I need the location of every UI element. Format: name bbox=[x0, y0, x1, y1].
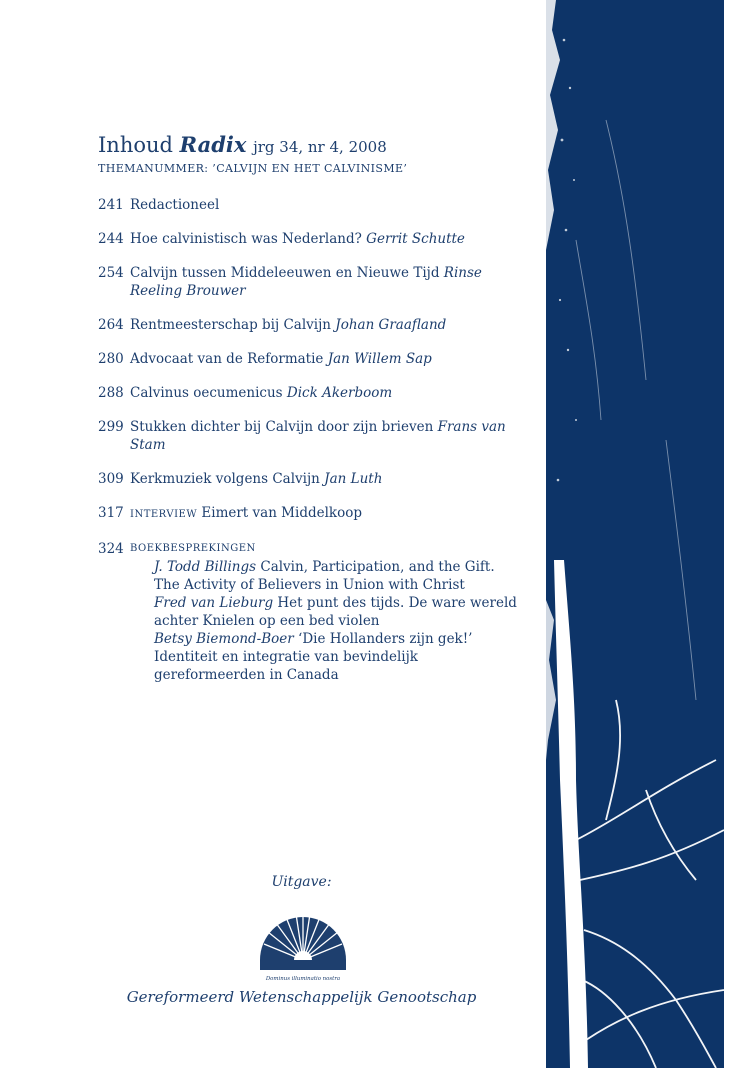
journal-name: Radix bbox=[179, 132, 247, 157]
toc-item[interactable] bbox=[98, 470, 518, 488]
article-author: Jan Luth bbox=[324, 471, 383, 487]
table-of-contents bbox=[98, 196, 518, 700]
review-entry bbox=[154, 630, 518, 684]
review-title: Het punt des tijds. De ware wereld achter Knielen op een bed violen bbox=[154, 595, 517, 629]
toc-item[interactable] bbox=[98, 316, 518, 334]
article-title: Redactioneel bbox=[130, 197, 220, 213]
article-title: Stukken dichter bij Calvijn door zijn brieven bbox=[130, 419, 434, 435]
toc-item[interactable] bbox=[98, 264, 518, 300]
article-author: Frans van Stam bbox=[130, 419, 506, 453]
review-title: Calvin, Participation, and the Gift. The Activity of Believers in Union with Christ bbox=[154, 559, 495, 593]
organization-name: Gereformeerd Wetenschappelijk Genootschap bbox=[126, 988, 477, 1006]
review-entry bbox=[154, 594, 518, 630]
page-number: 309 bbox=[98, 471, 124, 487]
toc-item-interview[interactable] bbox=[98, 504, 518, 524]
article-title: Rentmeesterschap bij Calvijn bbox=[130, 317, 331, 333]
page-number: 241 bbox=[98, 197, 124, 213]
section-kicker: INTERVIEW bbox=[130, 509, 198, 520]
article-title: Hoe calvinistisch was Nederland? bbox=[130, 231, 362, 247]
title-prefix: Inhoud bbox=[98, 133, 173, 157]
article-title: Calvijn tussen Middeleeuwen en Nieuwe Tijd bbox=[130, 265, 440, 281]
logo-motto: Dominus illuminatio nostra bbox=[265, 976, 341, 982]
page-number: 288 bbox=[98, 385, 124, 401]
section-kicker: BOEKBESPREKINGEN bbox=[130, 543, 256, 554]
review-author: Fred van Lieburg bbox=[154, 595, 274, 611]
publisher-label: Uitgave: bbox=[271, 874, 332, 890]
article-author: Johan Graafland bbox=[335, 317, 447, 333]
page-number: 244 bbox=[98, 231, 124, 247]
article-title: Advocaat van de Reformatie bbox=[130, 351, 324, 367]
review-entry bbox=[154, 558, 518, 594]
page-number: 299 bbox=[98, 419, 124, 435]
article-title: Kerkmuziek volgens Calvijn bbox=[130, 471, 320, 487]
page-number: 264 bbox=[98, 317, 124, 333]
publisher-logo bbox=[256, 904, 350, 984]
page-title bbox=[98, 132, 387, 160]
toc-item[interactable] bbox=[98, 230, 518, 248]
toc-item[interactable] bbox=[98, 384, 518, 402]
article-author: Rinse Reeling Brouwer bbox=[130, 265, 482, 299]
review-author: J. Todd Billings bbox=[154, 559, 257, 575]
toc-item[interactable] bbox=[98, 196, 518, 214]
article-author: Dick Akerboom bbox=[286, 385, 393, 401]
page-number: 254 bbox=[98, 265, 124, 281]
cover-image-panel bbox=[546, 0, 724, 1068]
page-number: 317 bbox=[98, 505, 124, 521]
review-list bbox=[154, 558, 518, 684]
issue-info: jrg 34, nr 4, 2008 bbox=[253, 138, 387, 156]
theme-subtitle: THEMANUMMER: ’CALVIJN EN HET CALVINISME’ bbox=[98, 162, 408, 175]
article-title: Calvinus oecumenicus bbox=[130, 385, 283, 401]
article-title: Eimert van Middelkoop bbox=[201, 505, 362, 521]
article-author: Gerrit Schutte bbox=[366, 231, 465, 247]
toc-item-reviews[interactable] bbox=[98, 540, 518, 684]
page-number: 280 bbox=[98, 351, 124, 367]
review-title: ‘Die Hollanders zijn gek!’ Identiteit en integratie van bevindelijk gereformeerden in Canada bbox=[154, 631, 473, 683]
toc-item[interactable] bbox=[98, 350, 518, 368]
page-number: 324 bbox=[98, 541, 124, 557]
article-author: Jan Willem Sap bbox=[327, 351, 432, 367]
review-author: Betsy Biemond-Boer bbox=[154, 631, 294, 647]
toc-item[interactable] bbox=[98, 418, 518, 454]
